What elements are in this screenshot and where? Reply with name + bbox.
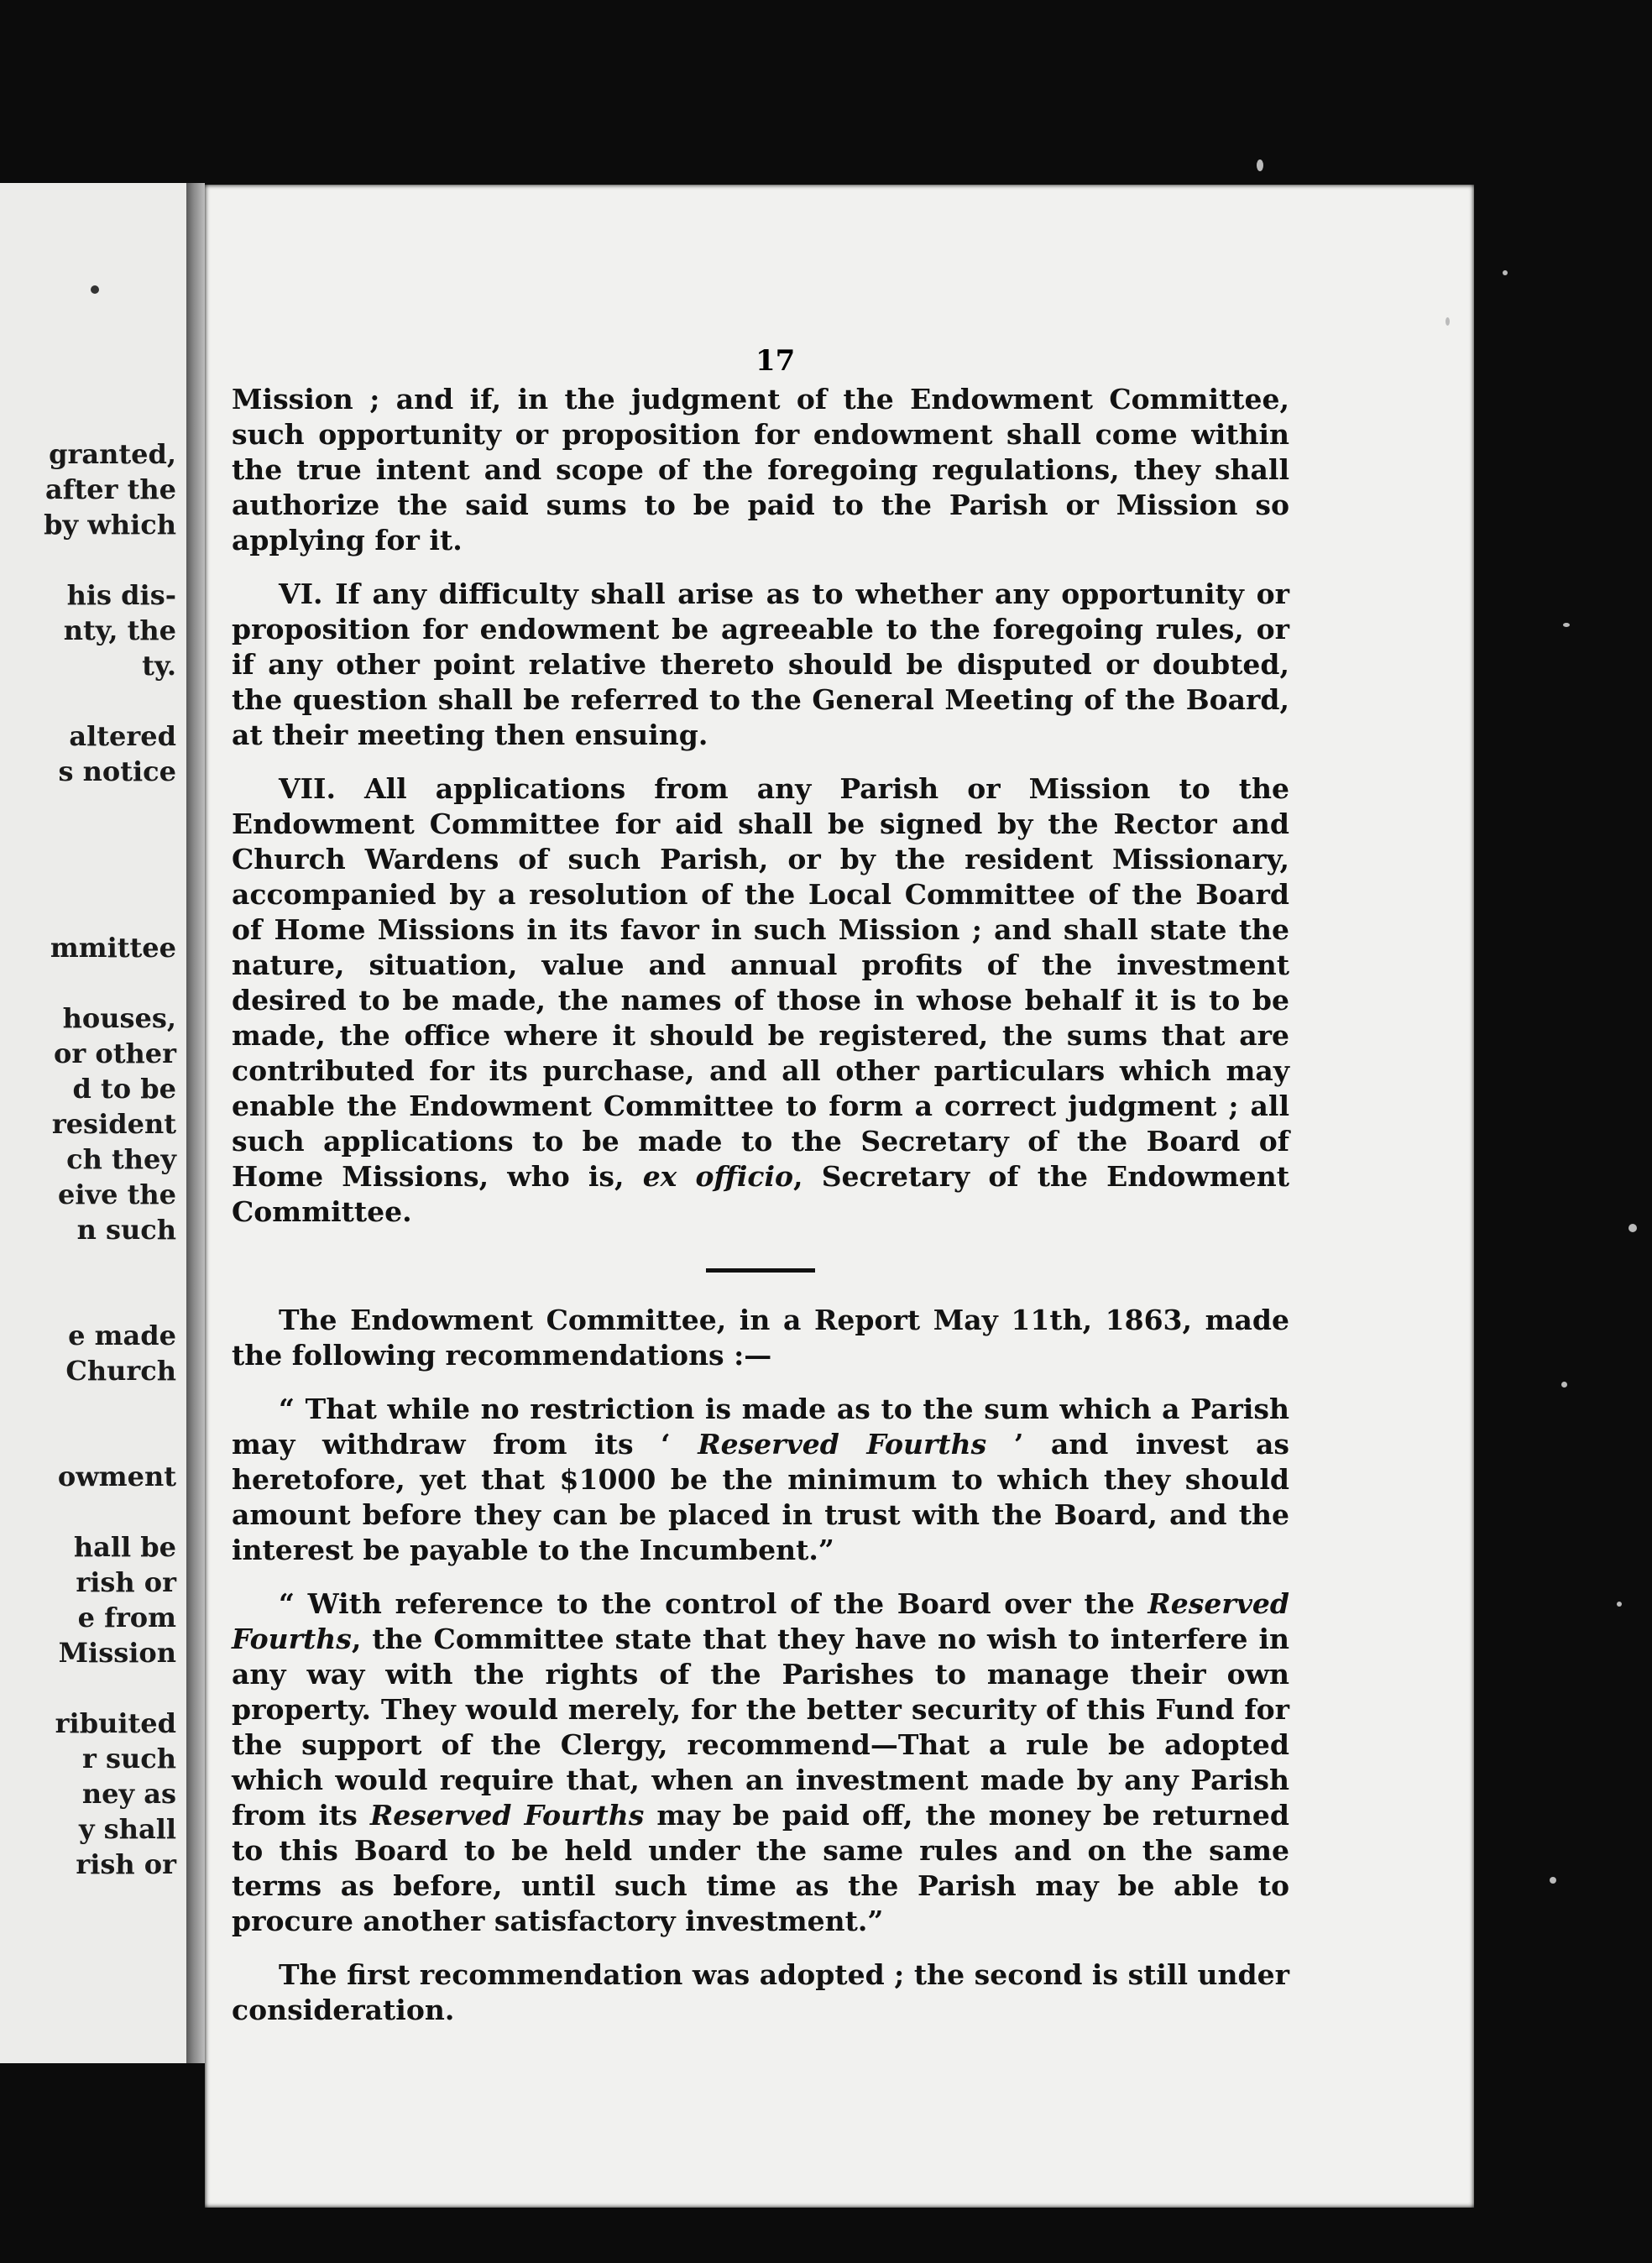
- facing-page-line: s notice: [58, 755, 176, 787]
- paragraph-conclusion: The first recommendation was adopted ; the second is still under consideration.: [232, 1958, 1289, 2026]
- facing-page-line: [8, 965, 176, 1001]
- facing-page-line: by which: [44, 509, 176, 541]
- facing-page-line: [8, 824, 176, 860]
- facing-page-line: [8, 1388, 176, 1424]
- facing-page-line: altered: [69, 720, 176, 752]
- facing-page-line: resident: [51, 1108, 176, 1140]
- facing-page-line: ty.: [142, 650, 176, 682]
- section-divider: [706, 1268, 815, 1273]
- facing-page-line: [8, 860, 176, 895]
- facing-page-line: houses,: [62, 1002, 176, 1034]
- facing-page-line: [8, 1247, 176, 1283]
- book-gutter: [186, 183, 205, 2063]
- facing-page-line: after the: [44, 473, 176, 505]
- facing-page-line: e made: [68, 1320, 176, 1351]
- paragraph-report-intro: The Endowment Committee, in a Report May 11th, 1863, made the following recommendations :—: [232, 1304, 1289, 1372]
- paragraph-quote-second: “ With reference to the control of the Board over the Reserved Fourths, the Committee state that they have no wish to interfere in any way with the rights of the Parishes to manage their own property. They would merely, for the better security of this Fund for the support of the Clergy, recommend—That a rule be adopted which would require that, when an investment made by any Parish from its Reserved Fourths may be paid off, the money be returned to this Board to be held under the same rules and on the same terms as before, until such time as the Parish may be able to procure another satisfactory investment.”: [232, 1587, 1289, 1937]
- page-number: 17: [755, 344, 796, 378]
- facing-page-line: nty, the: [63, 614, 176, 646]
- facing-page-line: [8, 1283, 176, 1318]
- facing-page-line: owment: [57, 1461, 176, 1492]
- facing-page-text: [8, 401, 176, 1882]
- facing-page-line: mmittee: [50, 932, 176, 964]
- facing-page-line: or other: [54, 1037, 176, 1069]
- facing-page-line: d to be: [72, 1073, 176, 1105]
- facing-page-line: [8, 1494, 176, 1529]
- facing-page-line: Mission: [58, 1637, 176, 1669]
- facing-page-line: rish or: [76, 1566, 176, 1598]
- facing-page-line: [8, 542, 176, 578]
- facing-page-line: ribuited: [55, 1707, 176, 1739]
- facing-page-line: [8, 1424, 176, 1459]
- paragraph-quote-first: “ That while no restriction is made as to the sum which a Parish may withdraw from its ‘ Reserved Fourths ’ and invest as heretofore, yet that $1000 be the minimum to which they should amount before they can be placed in trust with the Board, and the interest be payable to the Incumbent.”: [232, 1393, 1289, 1566]
- facing-page-line: n such: [76, 1214, 176, 1246]
- facing-page-line: ney as: [81, 1778, 176, 1810]
- page-body: [232, 382, 1289, 2046]
- facing-page-line: [8, 895, 176, 930]
- paragraph-continuation: Mission ; and if, in the judgment of the Endowment Committee, such opportunity or proposition for endowment shall come within the true intent and scope of the foregoing regulations, they shall authorize the said sums to be paid to the Parish or Mission so applying for it.: [232, 383, 1289, 557]
- facing-page: [0, 183, 186, 2063]
- facing-page-line: ch they: [66, 1143, 176, 1175]
- facing-page-line: Church: [65, 1355, 176, 1387]
- facing-page-line: y shall: [78, 1813, 176, 1845]
- facing-page-line: his dis-: [66, 579, 176, 611]
- paragraph-rule-vii: VII. All applications from any Parish or Mission to the Endowment Committee for aid shall be signed by the Rector and Church Wardens of such Parish, or by the resident Missionary, accompanied by a resolution of the Local Committee of the Board of Home Missions in its favor in such Mission ; and shall state the nature, situation, value and annual profits of the investment desired to be made, the names of those in whose behalf it is to be made, the office where it should be registered, the sums that are contributed for its purchase, and all other particulars which may enable the Endowment Committee to form a correct judgment ; all such applications to be made to the Secretary of the Board of Home Missions, who is, ex officio, Secretary of the Endowment Committee.: [232, 772, 1289, 1228]
- facing-page-line: granted,: [49, 438, 176, 470]
- facing-page-line: [8, 401, 176, 436]
- facing-page-line: r such: [81, 1743, 176, 1774]
- facing-page-line: hall be: [73, 1531, 176, 1563]
- facing-page-line: eive the: [57, 1179, 176, 1210]
- facing-page-line: [8, 683, 176, 719]
- facing-page-line: rish or: [76, 1848, 176, 1880]
- paragraph-rule-vi: VI. If any difficulty shall arise as to whether any opportunity or proposition for endowment be agreeable to the foregoing rules, or if any other point relative thereto should be disputed or doubted, the question shall be referred to the General Meeting of the Board, at their meeting then ensuing.: [232, 578, 1289, 751]
- facing-page-line: [8, 1670, 176, 1706]
- facing-page-line: e from: [77, 1602, 176, 1633]
- facing-page-line: [8, 789, 176, 824]
